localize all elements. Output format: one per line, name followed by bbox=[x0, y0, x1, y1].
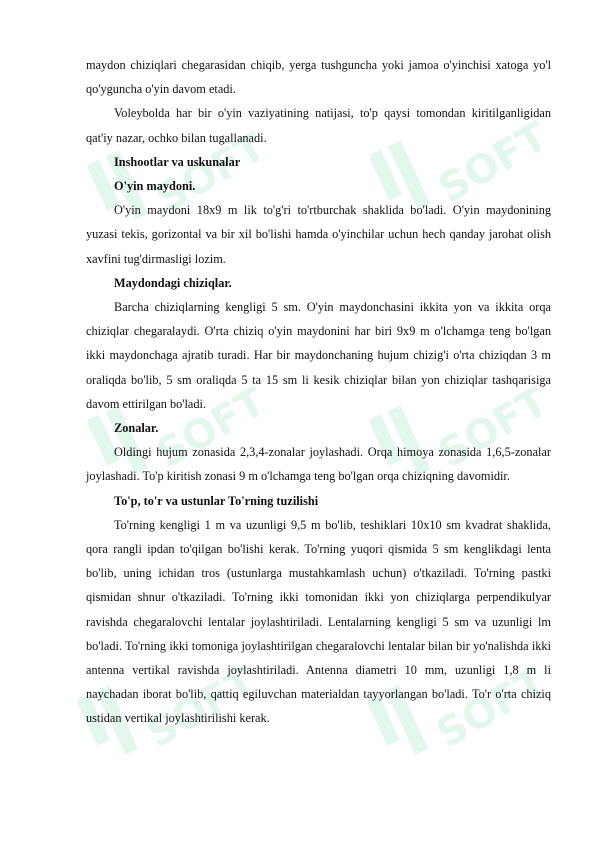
paragraph: To'rning kengligi 1 m va uzunligi 9,5 m bo'lib, teshiklari 10x10 sm kvadrat shaklida, qora rangli ipdan to'qilgan bo'lishi kerak. To'rning yuqori qismida 5 sm kenglikdagi lenta bo'lib, uning ichidan tros (ustunlarga mustahkamlash uchun) o'tkaziladi. To'rning pastki qismidan shnur o'tkaziladi. To'rning ikki tomonidan ikki yon chiziqlarga perpendikulyar ravishda chegaralovchi lentalar joylashtiriladi. Lentalarning kengligi 5 sm va uzunligi lm bo'ladi. To'rning ikki tomoniga joylashtirilgan chegaralovchi lentalar bilan bir yo'nalishda ikki antenna vertikal ravishda joylashtiriladi. Antenna diametri 10 mm, uzunligi 1,8 m li naychadan iborat bo'lib, qattiq egiluvchan materialdan tayyorlangan bo'ladi. To'r o'rta chiziq ustidan vertikal joylashtirilishi kerak. bbox=[86, 517, 551, 726]
watermark-text: SOFT bbox=[429, 665, 538, 758]
section-heading: To'p, to'r va ustunlar To'rning tuzilishi bbox=[114, 493, 319, 508]
paragraph: Voleybolda har bir o'yin vaziyatining natijasi, to'p qaysi tomondan kiritilganligidan qat'iy nazar, ochko bilan tugallanadi. bbox=[86, 106, 551, 145]
paragraph: O'yin maydoni 18x9 m lik to'g'ri to'rtburchak shaklida bo'ladi. O'yin maydonining yuzasi tekis, gorizontal va bir xil bo'lishi hamda o'yinchilar uchun hech qanday jarohat olish xavfini tug'dirmasligi lozim. bbox=[86, 203, 551, 266]
watermark-text: SOFT bbox=[149, 130, 258, 223]
paragraph: Oldingi hujum zonasida 2,3,4-zonalar joylashadi. Orqa himoya zonasida 1,6,5-zonalar joylashadi. To'p kiritish zonasi 9 m o'lchamga teng bo'lgan orqa chiziqning davomidir. bbox=[86, 445, 551, 484]
section-heading: O'yin maydoni. bbox=[114, 179, 196, 194]
watermark-text: SOFT bbox=[149, 385, 258, 478]
watermark-text: SOFT bbox=[139, 665, 248, 758]
paragraph: maydon chiziqlari chegarasidan chiqib, yerga tushguncha yoki jamoa o'yinchisi xatoga yo'l qo'yguncha o'yin davom etadi. bbox=[86, 58, 551, 97]
paragraph: Barcha chiziqlarning kengligi 5 sm. O'yin maydonchasini ikkita yon va ikkita orqa chiziqlar chegaralaydi. O'rta chiziq o'yin maydonini har biri 9x9 m o'lchamga teng bo'lgan ikki maydonchaga ajratib turadi. Har bir maydonchaning hujum chizig'i o'rta chiziqdan 3 m oraliqda bo'lib, 5 sm oraliqda 5 ta 15 sm li kesik chiziqlar bilan yon chiziqlar tashqarisiga davom ettirilgan bo'ladi. bbox=[86, 300, 551, 411]
watermark-text: SOFT bbox=[431, 385, 540, 478]
watermark-text: SOFT bbox=[431, 120, 540, 213]
section-heading: Maydondagi chiziqlar. bbox=[114, 275, 232, 290]
section-heading: Zonalar. bbox=[114, 421, 159, 436]
section-heading: Inshootlar va uskunalar bbox=[114, 154, 241, 169]
document-body bbox=[86, 53, 551, 731]
